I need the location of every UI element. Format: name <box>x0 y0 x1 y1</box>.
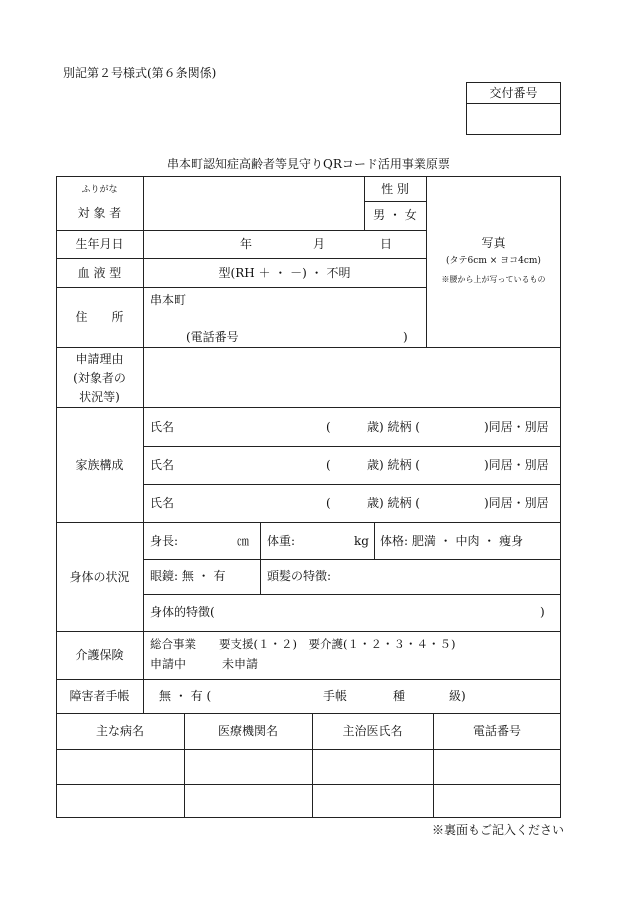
sex-label: 性 別 <box>381 182 409 196</box>
medical-row-1-disease[interactable] <box>57 750 183 783</box>
subject-name-label: 対 象 者 <box>77 206 122 220</box>
family-row-1-tail[interactable]: )同居・別居 <box>484 420 549 434</box>
medical-row-2-institution[interactable] <box>185 785 311 817</box>
address-town[interactable]: 串本町 <box>150 293 187 307</box>
features-open[interactable]: 身体的特徴( <box>150 605 215 619</box>
medical-row-2-disease[interactable] <box>57 785 183 817</box>
medical-row-2-phone[interactable] <box>434 785 560 817</box>
glasses-options[interactable]: 眼鏡: 無 ・ 有 <box>150 569 226 583</box>
care-line-1[interactable]: 総合事業 要支援(１・２) 要介護(１・２・３・４・５) <box>150 637 456 651</box>
photo-label: 写真 <box>481 236 506 250</box>
disability-techo: 手帳 <box>323 689 348 703</box>
form-number: 別記第２号様式(第６条関係) <box>63 66 217 80</box>
subject-name-field[interactable] <box>144 177 363 230</box>
footer-note: ※裏面もご記入ください <box>432 823 565 837</box>
birth-day[interactable]: 日 <box>380 237 393 251</box>
blood-label: 血 液 型 <box>77 266 122 280</box>
disability-kyu: 級) <box>449 689 466 703</box>
sex-options[interactable]: 男 ・ 女 <box>373 208 417 222</box>
birth-year[interactable]: 年 <box>240 237 253 251</box>
family-row-1-name[interactable]: 氏名 <box>150 420 175 434</box>
phone-close: ) <box>403 330 408 344</box>
birthdate-label: 生年月日 <box>75 237 124 251</box>
disability-shu: 種 <box>393 689 406 703</box>
hair-label[interactable]: 頭髪の特徴: <box>267 569 332 583</box>
height-unit: ㎝ <box>237 534 250 548</box>
family-row-3-age-open: ( <box>326 496 331 510</box>
features-close: ) <box>540 605 545 619</box>
phone-open[interactable]: (電話番号 <box>186 330 239 344</box>
reason-label-2: (対象者の <box>73 371 126 385</box>
weight-label[interactable]: 体重: <box>267 534 296 548</box>
family-label: 家族構成 <box>75 458 124 472</box>
furigana-label: ふりがな <box>81 185 118 195</box>
family-row-3-relation[interactable]: 歳) 続柄 ( <box>367 496 420 510</box>
family-row-1-relation[interactable]: 歳) 続柄 ( <box>367 420 420 434</box>
form-title: 串本町認知症高齢者等見守りQRコード活用事業原票 <box>167 157 450 171</box>
medical-row-1-phone[interactable] <box>434 750 560 783</box>
family-row-2-relation[interactable]: 歳) 続柄 ( <box>367 458 420 472</box>
medical-header-doctor: 主治医氏名 <box>342 724 403 738</box>
build-options[interactable]: 体格: 肥満 ・ 中肉 ・ 痩身 <box>380 534 524 548</box>
family-row-3-tail[interactable]: )同居・別居 <box>484 496 549 510</box>
medical-header-institution: 医療機関名 <box>217 724 278 738</box>
address-label: 住 所 <box>75 310 124 324</box>
reason-label-3: 状況等) <box>79 390 120 404</box>
family-row-2-tail[interactable]: )同居・別居 <box>484 458 549 472</box>
medical-row-1-doctor[interactable] <box>313 750 432 783</box>
medical-row-2-doctor[interactable] <box>313 785 432 817</box>
height-label[interactable]: 身長: <box>150 534 179 548</box>
issue-number-label: 交付番号 <box>489 86 538 100</box>
medical-row-1-institution[interactable] <box>185 750 311 783</box>
reason-label-1: 申請理由 <box>75 352 124 366</box>
care-label: 介護保険 <box>75 648 124 662</box>
medical-header-disease: 主な病名 <box>95 724 144 738</box>
disability-options[interactable]: 無 ・ 有 ( <box>159 689 212 703</box>
medical-header-phone: 電話番号 <box>472 724 521 738</box>
blood-value[interactable]: 型(RH ＋ ・ －) ・ 不明 <box>218 266 351 280</box>
birth-month[interactable]: 月 <box>313 237 326 251</box>
family-row-2-age-open: ( <box>326 458 331 472</box>
photo-size: (タテ6cm × ヨコ4cm) <box>446 256 541 266</box>
photo-note: ※腰から上が写っているもの <box>441 275 546 284</box>
family-row-2-name[interactable]: 氏名 <box>150 458 175 472</box>
care-line-2[interactable]: 申請中 未申請 <box>150 657 259 671</box>
family-row-3-name[interactable]: 氏名 <box>150 496 175 510</box>
weight-unit: kg <box>354 534 369 548</box>
disability-label: 障害者手帳 <box>69 689 130 703</box>
family-row-1-age-open: ( <box>326 420 331 434</box>
body-label: 身体の状況 <box>69 570 130 584</box>
reason-field[interactable] <box>144 348 560 406</box>
